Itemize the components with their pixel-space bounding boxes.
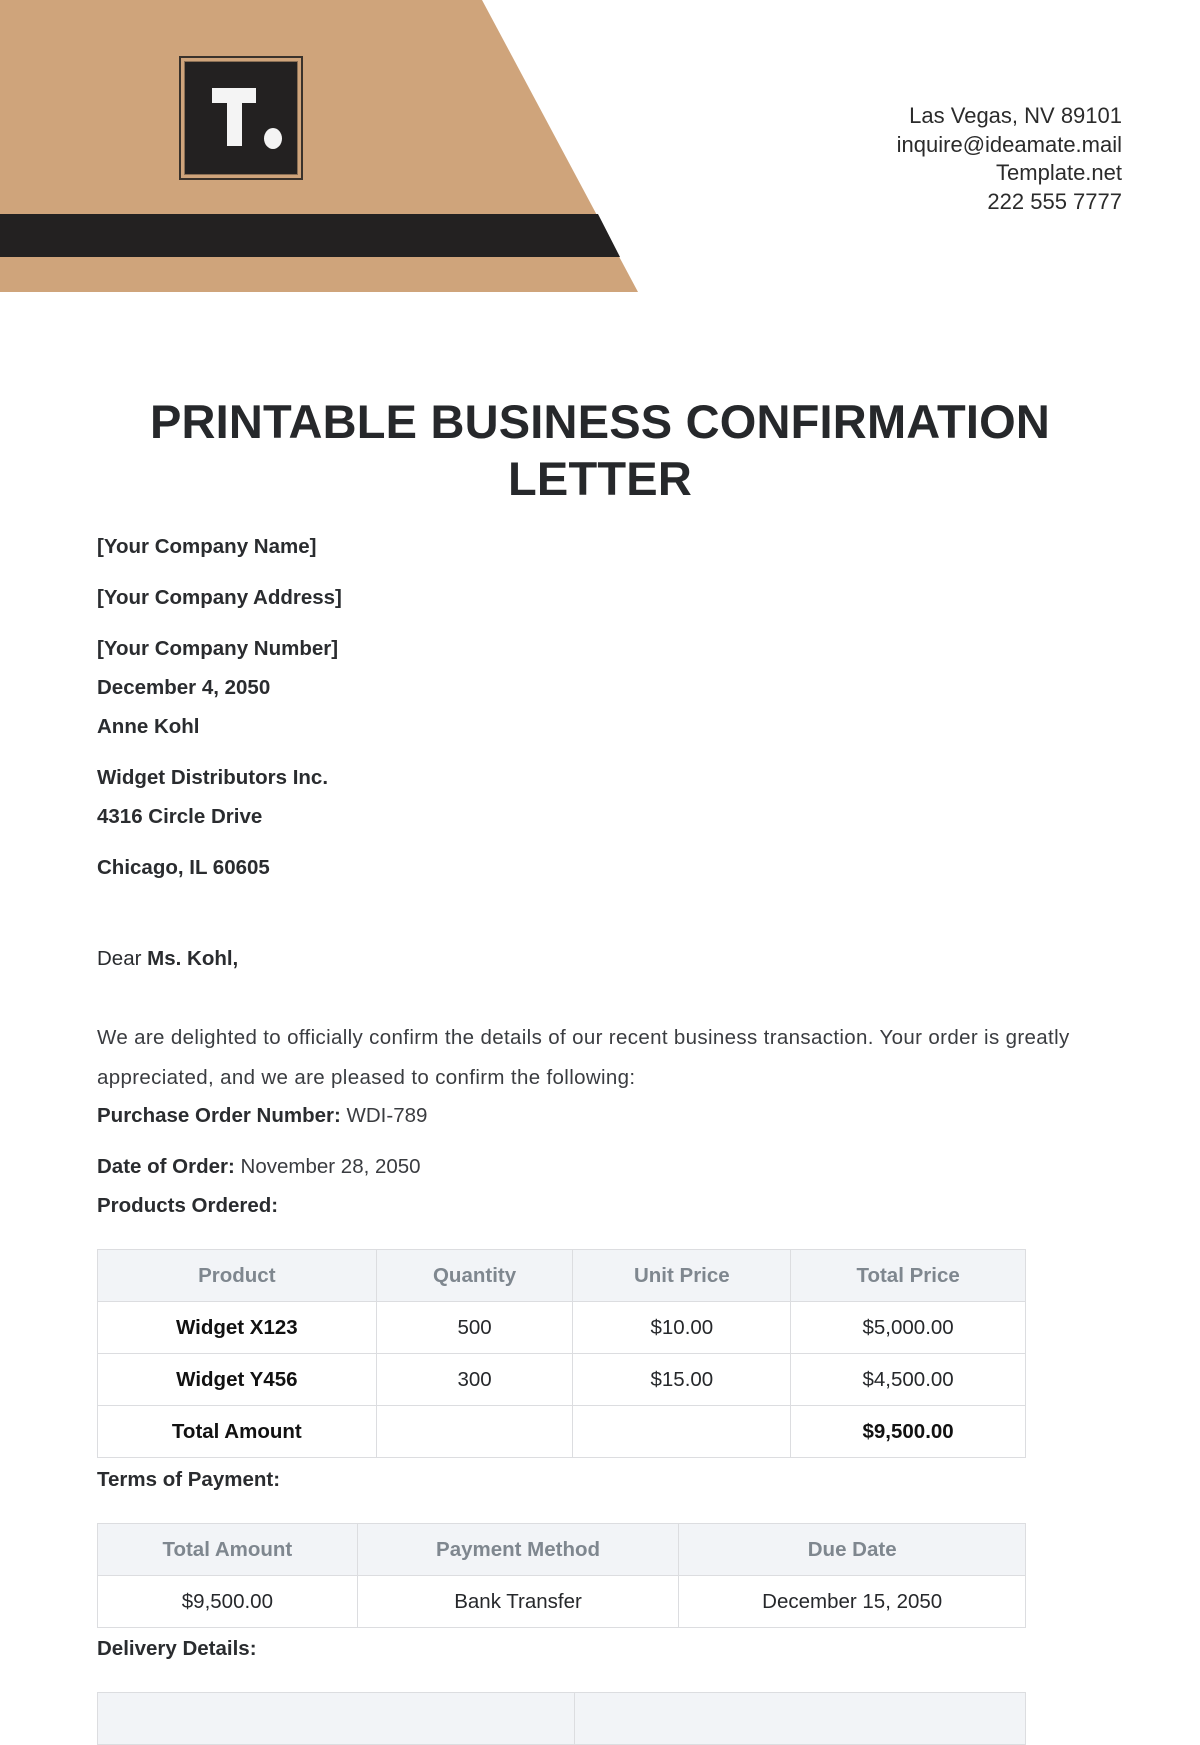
contact-phone: 222 555 7777 (987, 188, 1122, 214)
payment-table (97, 1523, 1026, 1628)
intro-paragraph: We are delighted to officially confirm the details of our recent business transaction. Your order is greatly appreciated, and we are pleased to confirm the following: (97, 1026, 1070, 1089)
purchase-order (97, 1104, 427, 1128)
sender-company-name: [Your Company Name] (97, 535, 317, 558)
salutation-name: Ms. Kohl, (147, 947, 239, 970)
products-label: Products Ordered: (97, 1194, 279, 1217)
order-date (97, 1155, 421, 1179)
cell-empty (376, 1406, 573, 1458)
title-line-2: LETTER (508, 452, 692, 505)
company-logo (179, 56, 303, 180)
cell-empty (573, 1406, 791, 1458)
contact-email[interactable]: inquire@ideamate.mail (896, 131, 1122, 157)
table-row (98, 1576, 1026, 1628)
cell-unit-price: $15.00 (573, 1354, 791, 1406)
recipient-city: Chicago, IL 60605 (97, 856, 270, 879)
col-header-quantity: Quantity (376, 1250, 573, 1302)
cell-unit-price: $10.00 (573, 1302, 791, 1354)
cell-total-amount: $9,500.00 (98, 1576, 358, 1628)
contact-website[interactable]: Template.net (996, 160, 1122, 185)
table-row (98, 1354, 1026, 1406)
recipient-name: Anne Kohl (97, 715, 200, 738)
col-header-total-amount: Total Amount (98, 1524, 358, 1576)
salutation (97, 947, 238, 971)
col-header-total-price: Total Price (791, 1250, 1026, 1302)
cell-product: Widget X123 (98, 1302, 377, 1354)
cell-total-amount: $9,500.00 (791, 1406, 1026, 1458)
table-row (98, 1302, 1026, 1354)
title-line-1: PRINTABLE BUSINESS CONFIRMATION (149, 395, 1051, 448)
delivery-label: Delivery Details: (97, 1637, 257, 1660)
order-date-value: November 28, 2050 (240, 1155, 421, 1178)
po-value: WDI-789 (346, 1104, 428, 1127)
col-header-delivery-2 (575, 1693, 1026, 1745)
products-table (97, 1249, 1026, 1458)
cell-quantity: 500 (376, 1302, 573, 1354)
recipient-street: 4316 Circle Drive (97, 805, 263, 828)
terms-label: Terms of Payment: (97, 1468, 281, 1491)
table-header-row (98, 1524, 1026, 1576)
cell-total-price: $4,500.00 (791, 1354, 1026, 1406)
col-header-unit-price: Unit Price (573, 1250, 791, 1302)
cell-product: Widget Y456 (98, 1354, 377, 1406)
contact-block (897, 102, 1122, 216)
col-header-due-date: Due Date (679, 1524, 1026, 1576)
recipient-company: Widget Distributors Inc. (97, 766, 329, 789)
logo-t-glyph (212, 88, 256, 146)
sender-company-address: [Your Company Address] (97, 586, 342, 609)
cell-total-label: Total Amount (98, 1406, 377, 1458)
table-header-row (98, 1693, 1026, 1745)
table-total-row (98, 1406, 1026, 1458)
contact-address: Las Vegas, NV 89101 (909, 103, 1122, 128)
table-header-row (98, 1250, 1026, 1302)
delivery-table (97, 1692, 1026, 1745)
col-header-product: Product (98, 1250, 377, 1302)
sender-company-number: [Your Company Number] (97, 637, 339, 660)
cell-due-date: December 15, 2050 (679, 1576, 1026, 1628)
cell-total-price: $5,000.00 (791, 1302, 1026, 1354)
order-date-label: Date of Order: (97, 1155, 235, 1178)
page-title (0, 393, 1200, 507)
cell-quantity: 300 (376, 1354, 573, 1406)
salutation-prefix: Dear (97, 947, 142, 970)
logo-dot-glyph (264, 128, 282, 149)
col-header-delivery-1 (98, 1693, 575, 1745)
col-header-payment-method: Payment Method (357, 1524, 679, 1576)
po-label: Purchase Order Number: (97, 1104, 341, 1127)
cell-payment-method: Bank Transfer (357, 1576, 679, 1628)
header-banner (0, 0, 700, 300)
letter-date: December 4, 2050 (97, 676, 271, 699)
